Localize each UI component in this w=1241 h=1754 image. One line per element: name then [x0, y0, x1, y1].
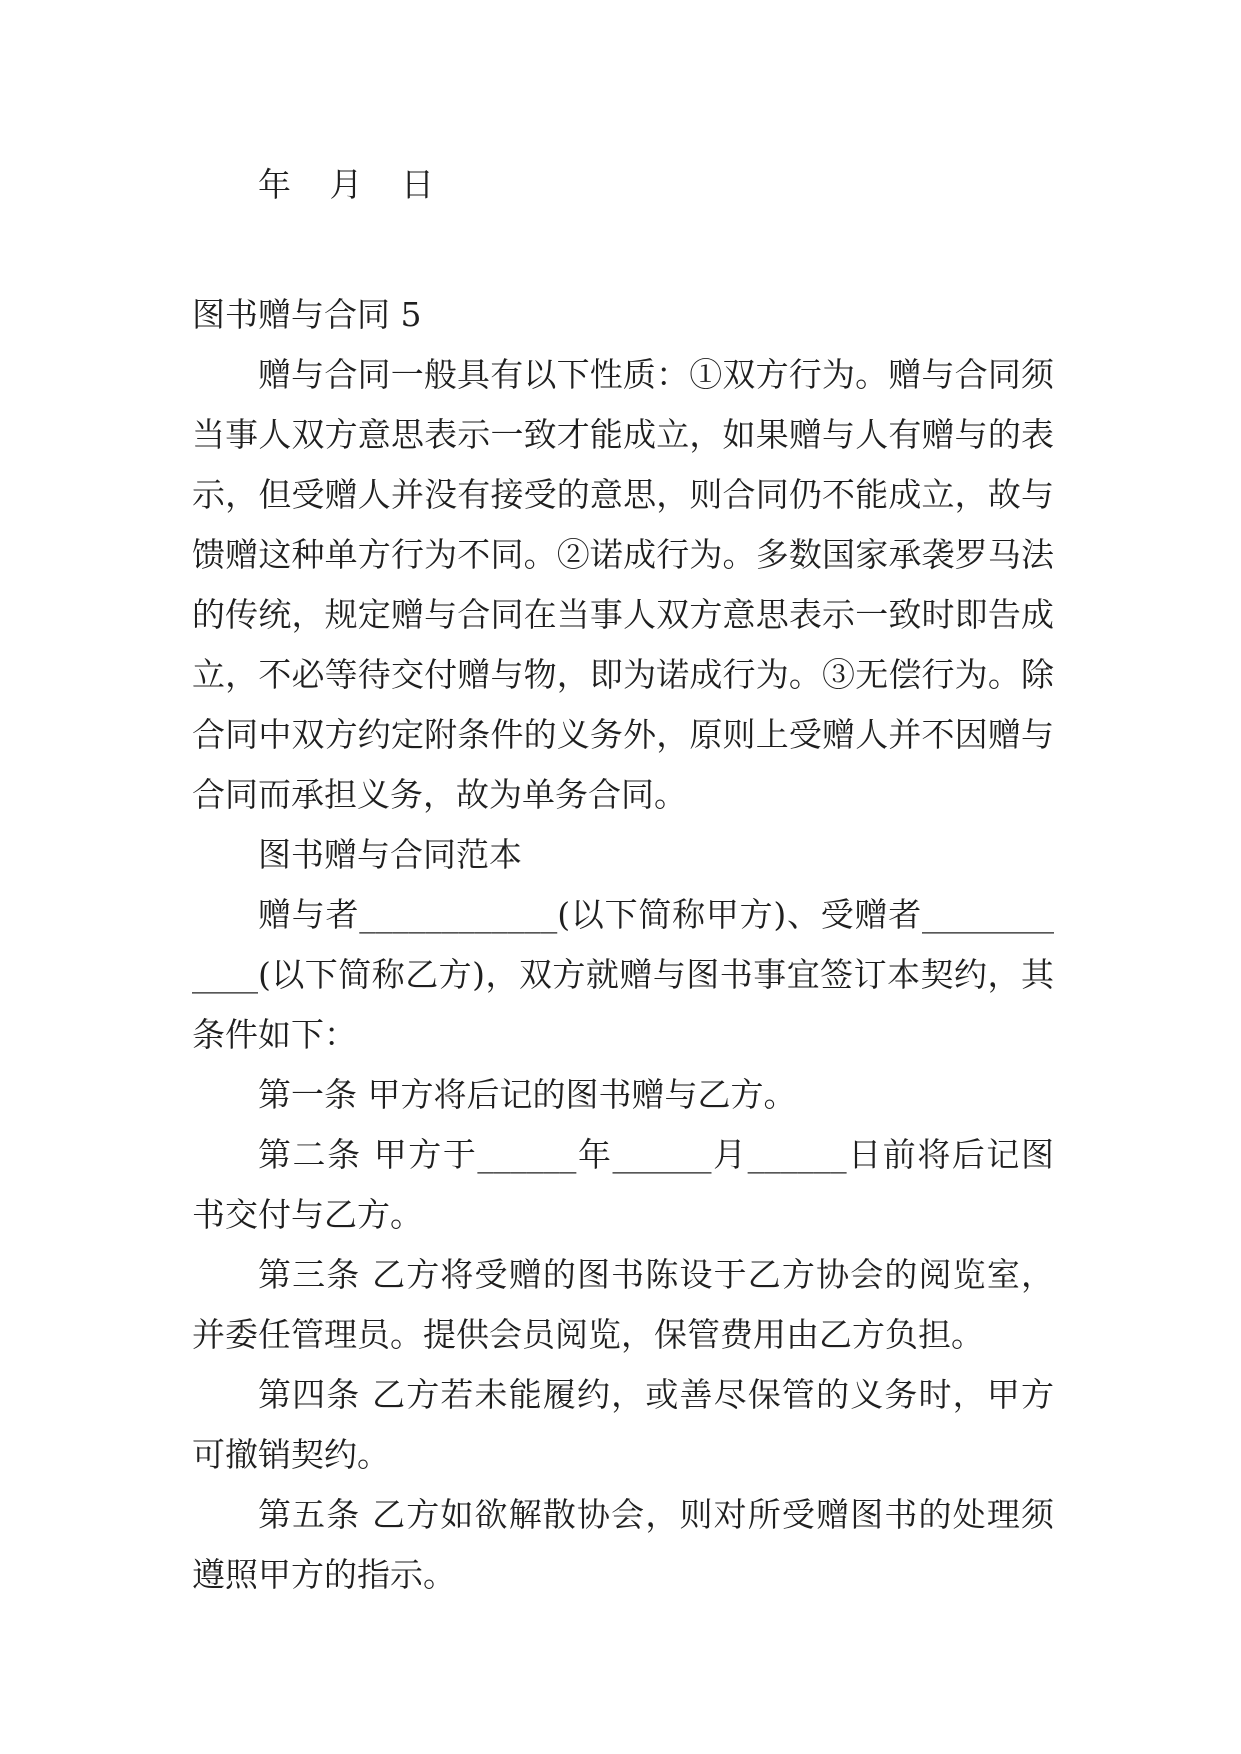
article-3: 第三条 乙方将受赠的图书陈设于乙方协会的阅览室，并委任管理员。提供会员阅览，保管费用由乙方负担。 [192, 1255, 1054, 1354]
article-5: 第五条 乙方如欲解散协会，则对所受赠图书的处理须遵照甲方的指示。 [192, 1495, 1054, 1594]
date-line: 年 月 日 [258, 165, 448, 204]
contract-template-title: 图书赠与合同范本 [258, 835, 522, 874]
article-2: 第二条 甲方于______年______月______日前将后记图书交付与乙方。 [192, 1135, 1054, 1234]
paragraph-parties: 赠与者____________(以下简称甲方)、受赠者____________(以下简称乙方)，双方就赠与图书事宜签订本契约，其条件如下： [192, 895, 1054, 1054]
document-body [192, 155, 1054, 1605]
paragraph-nature: 赠与合同一般具有以下性质：①双方行为。赠与合同须当事人双方意思表示一致才能成立，如果赠与人有赠与的表示，但受赠人并没有接受的意思，则合同仍不能成立，故与馈赠这种单方行为不同。②诺成行为。多数国家承袭罗马法的传统，规定赠与合同在当事人双方意思表示一致时即告成立，不必等待交付赠与物，即为诺成行为。③无偿行为。除合同中双方约定附条件的义务外，原则上受赠人并不因赠与合同而承担义务，故为单务合同。 [192, 355, 1054, 814]
article-4: 第四条 乙方若未能履约，或善尽保管的义务时，甲方可撤销契约。 [192, 1375, 1054, 1474]
section-title: 图书赠与合同 5 [192, 295, 422, 334]
article-1: 第一条 甲方将后记的图书赠与乙方。 [258, 1075, 797, 1114]
